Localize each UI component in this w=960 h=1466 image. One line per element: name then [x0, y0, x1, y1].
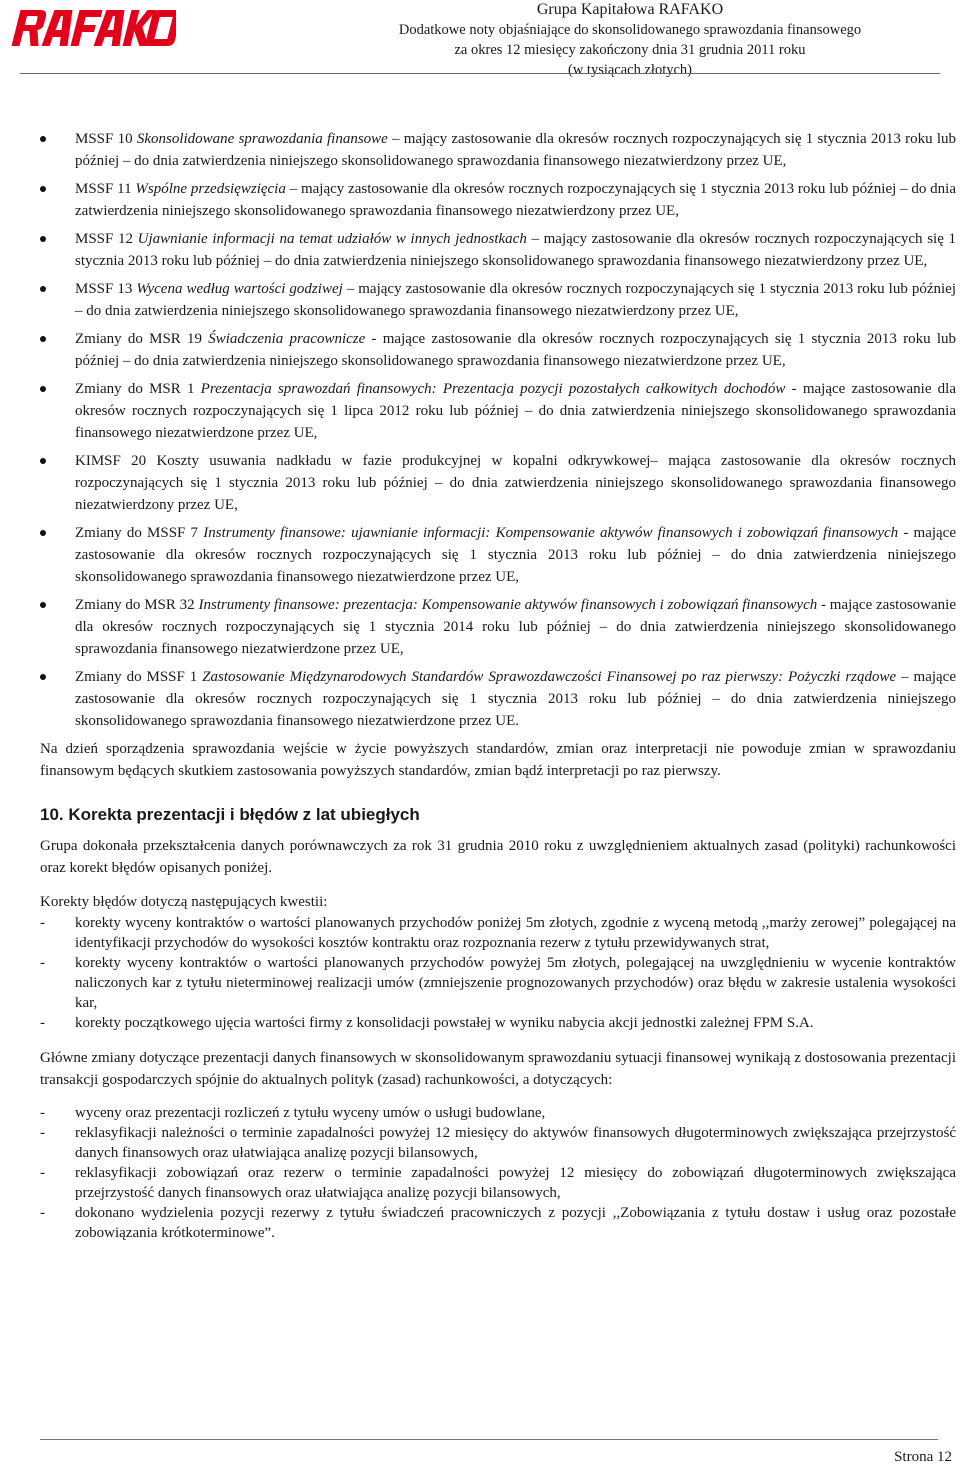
dash-marker: - [40, 1165, 45, 1181]
list-item: - reklasyfikacji zobowiązań oraz rezerw o terminie zapadalności powyżej 12 miesięcy do zobowiązań długoterminowych zwiększająca przejrzystość danych finansowych oraz ułatwiająca analizę pozycji bilansowych, [40, 1165, 956, 1201]
standards-list [40, 128, 956, 732]
header-divider [20, 73, 940, 74]
dash-marker: - [40, 1125, 45, 1141]
bullet-icon [40, 186, 46, 192]
standard-item: Zmiany do MSR 19 Świadczenia pracownicze - mające zastosowanie dla okresów rocznych rozpoczynających się 1 stycznia 2013 roku lub później – do dnia zatwierdzenia niniejszego skonsolidowanego sprawozdania finansowego niezatwierdzone przez UE, [40, 328, 956, 372]
changes-list [40, 1103, 956, 1243]
page-number: Strona 12 [894, 1449, 952, 1465]
page-content [40, 128, 956, 1243]
section-intro: Grupa dokonała przekształcenia danych porównawczych za rok 31 grudnia 2010 roku z uwzględnieniem aktualnych zasad (polityki) rachunkowości oraz korekt błędów opisanych poniżej. [40, 838, 956, 876]
errors-list [40, 913, 956, 1033]
bullet-icon [40, 386, 46, 392]
list-item: - korekty wyceny kontraktów o wartości planowanych przychodów powyżej 5m złotych, polegającej na uwzględnieniu w wycenie kontraktów naliczonych kar z tytułu nieterminowej realizacji umów (zmniejszenie prognozowanych przychodów) oraz błędu w zakresie ustalenia wysokości kar, [40, 955, 956, 1011]
dash-marker: - [40, 955, 45, 971]
bullet-icon [40, 236, 46, 242]
bullet-icon [40, 336, 46, 342]
standard-item: Zmiany do MSSF 1 Zastosowanie Międzynarodowych Standardów Sprawozdawczości Finansowej po raz pierwszy: Pożyczki rządowe – mające zastosowanie dla okresów rocznych rozpoczynających się 1 stycznia 2013 roku lub później – do dnia zatwierdzenia niniejszego skonsolidowanego sprawozdania finansowego niezatwierdzone przez UE. [40, 666, 956, 732]
header-text [300, 0, 960, 80]
section-heading: 10. Korekta prezentacji i błędów z lat ubiegłych [40, 805, 420, 824]
rafako-logo [8, 4, 176, 52]
list-item: - korekty wyceny kontraktów o wartości planowanych przychodów poniżej 5m złotych, zgodnie z wyceną metodą ,,marży zerowej” polegającej na identyfikacji przychodów do wysokości kosztów kontraktu oraz rozpoznania rezerw z tytułu przewidywanych strat, [40, 915, 956, 951]
dash-marker: - [40, 915, 45, 931]
bullet-icon [40, 136, 46, 142]
standard-item: MSSF 11 Wspólne przedsięwzięcia – mający zastosowanie dla okresów rocznych rozpoczynających się 1 stycznia 2013 roku lub później – do dnia zatwierdzenia niniejszego skonsolidowanego sprawozdania finansowego niezatwierdzony przez UE, [40, 178, 956, 222]
footer-divider [40, 1439, 938, 1440]
list-item: - reklasyfikacji należności o terminie zapadalności powyżej 12 miesięcy do aktywów finansowych długoterminowych zwiększająca przejrzystość danych finansowych oraz ułatwiająca analizę pozycji bilansowych, [40, 1125, 956, 1161]
dash-marker: - [40, 1105, 45, 1121]
bullet-icon [40, 286, 46, 292]
report-period: za okres 12 miesięcy zakończony dnia 31 grudnia 2011 roku [454, 42, 806, 58]
standard-item: Zmiany do MSSF 7 Instrumenty finansowe: ujawnianie informacji: Kompensowanie aktywów finansowych i zobowiązań finansowych - mające zastosowanie dla okresów rocznych rozpoczynających się 1 stycznia 2013 roku lub później – do dnia zatwierdzenia niniejszego skonsolidowanego sprawozdania finansowego niezatwierdzone przez UE, [40, 522, 956, 588]
standard-item: Zmiany do MSR 1 Prezentacja sprawozdań finansowych: Prezentacja pozycji pozostałych całkowitych dochodów - mające zastosowanie dla okresów rocznych rozpoczynających się 1 lipca 2012 roku lub później – do dnia zatwierdzenia niniejszego skonsolidowanego sprawozdania finansowego niezatwierdzone przez UE, [40, 378, 956, 444]
list-item: - korekty początkowego ujęcia wartości firmy z konsolidacji powstałej w wyniku nabycia akcji jednostki zależnej FPM S.A. [40, 1015, 814, 1031]
bullet-icon [40, 530, 46, 536]
standard-item: MSSF 13 Wycena według wartości godziwej – mający zastosowanie dla okresów rocznych rozpoczynających się 1 stycznia 2013 roku lub później – do dnia zatwierdzenia niniejszego skonsolidowanego sprawozdania finansowego niezatwierdzony przez UE, [40, 278, 956, 322]
dash-marker: - [40, 1205, 45, 1221]
list-item: - dokonano wydzielenia pozycji rezerwy z tytułu świadczeń pracowniczych z pozycji ,,Zobowiązania z tytułu dostaw i usług oraz pozostałe zobowiązania krótkoterminowe”. [40, 1205, 956, 1241]
changes-lead: Główne zmiany dotyczące prezentacji danych finansowych w skonsolidowanym sprawozdaniu sytuacji finansowej wynikają z dostosowania prezentacji transakcji gospodarczych spójnie do aktualnych polityk (zasad) rachunkowości, a dotyczących: [40, 1050, 956, 1088]
standard-item: MSSF 10 Skonsolidowane sprawozdania finansowe – mający zastosowanie dla okresów rocznych rozpoczynających się 1 stycznia 2013 roku lub później – do dnia zatwierdzenia niniejszego skonsolidowanego sprawozdania finansowego niezatwierdzony przez UE, [40, 128, 956, 172]
company-name: Grupa Kapitałowa RAFAKO [536, 1, 724, 18]
dash-marker: - [40, 1015, 45, 1031]
errors-lead: Korekty błędów dotyczą następujących kwestii: [40, 894, 328, 910]
bullet-icon [40, 602, 46, 608]
currency-note: (w tysiącach złotych) [567, 62, 692, 78]
standard-item: MSSF 12 Ujawnianie informacji na temat udziałów w innych jednostkach – mający zastosowanie dla okresów rocznych rozpoczynających się 1 stycznia 2013 roku lub później – do dnia zatwierdzenia niniejszego skonsolidowanego sprawozdania finansowego niezatwierdzony przez UE, [40, 228, 956, 272]
bullet-icon [40, 458, 46, 464]
standard-item: Zmiany do MSR 32 Instrumenty finansowe: prezentacja: Kompensowanie aktywów finansowych i zobowiązań finansowych - mające zastosowanie dla okresów rocznych rozpoczynających się 1 stycznia 2014 roku lub później – do dnia zatwierdzenia niniejszego skonsolidowanego sprawozdania finansowego niezatwierdzone przez UE, [40, 594, 956, 660]
page-header [0, 0, 960, 78]
closing-paragraph: Na dzień sporządzenia sprawozdania wejście w życie powyższych standardów, zmian oraz interpretacji nie powoduje zmian w sprawozdaniu finansowym będących skutkiem zastosowania powyższych standardów, zmian bądź interpretacji po raz pierwszy. [40, 741, 956, 779]
list-item: - wyceny oraz prezentacji rozliczeń z tytułu wyceny umów o usługi budowlane, [40, 1105, 546, 1121]
standard-item: KIMSF 20 Koszty usuwania nadkładu w fazie produkcyjnej w kopalni odkrywkowej– mająca zastosowanie dla okresów rocznych rozpoczynających się 1 stycznia 2013 roku lub później – do dnia zatwierdzenia niniejszego skonsolidowanego sprawozdania finansowego niezatwierdzony przez UE, [40, 450, 956, 516]
bullet-icon [40, 674, 46, 680]
report-title: Dodatkowe noty objaśniające do skonsolidowanego sprawozdania finansowego [398, 22, 862, 38]
